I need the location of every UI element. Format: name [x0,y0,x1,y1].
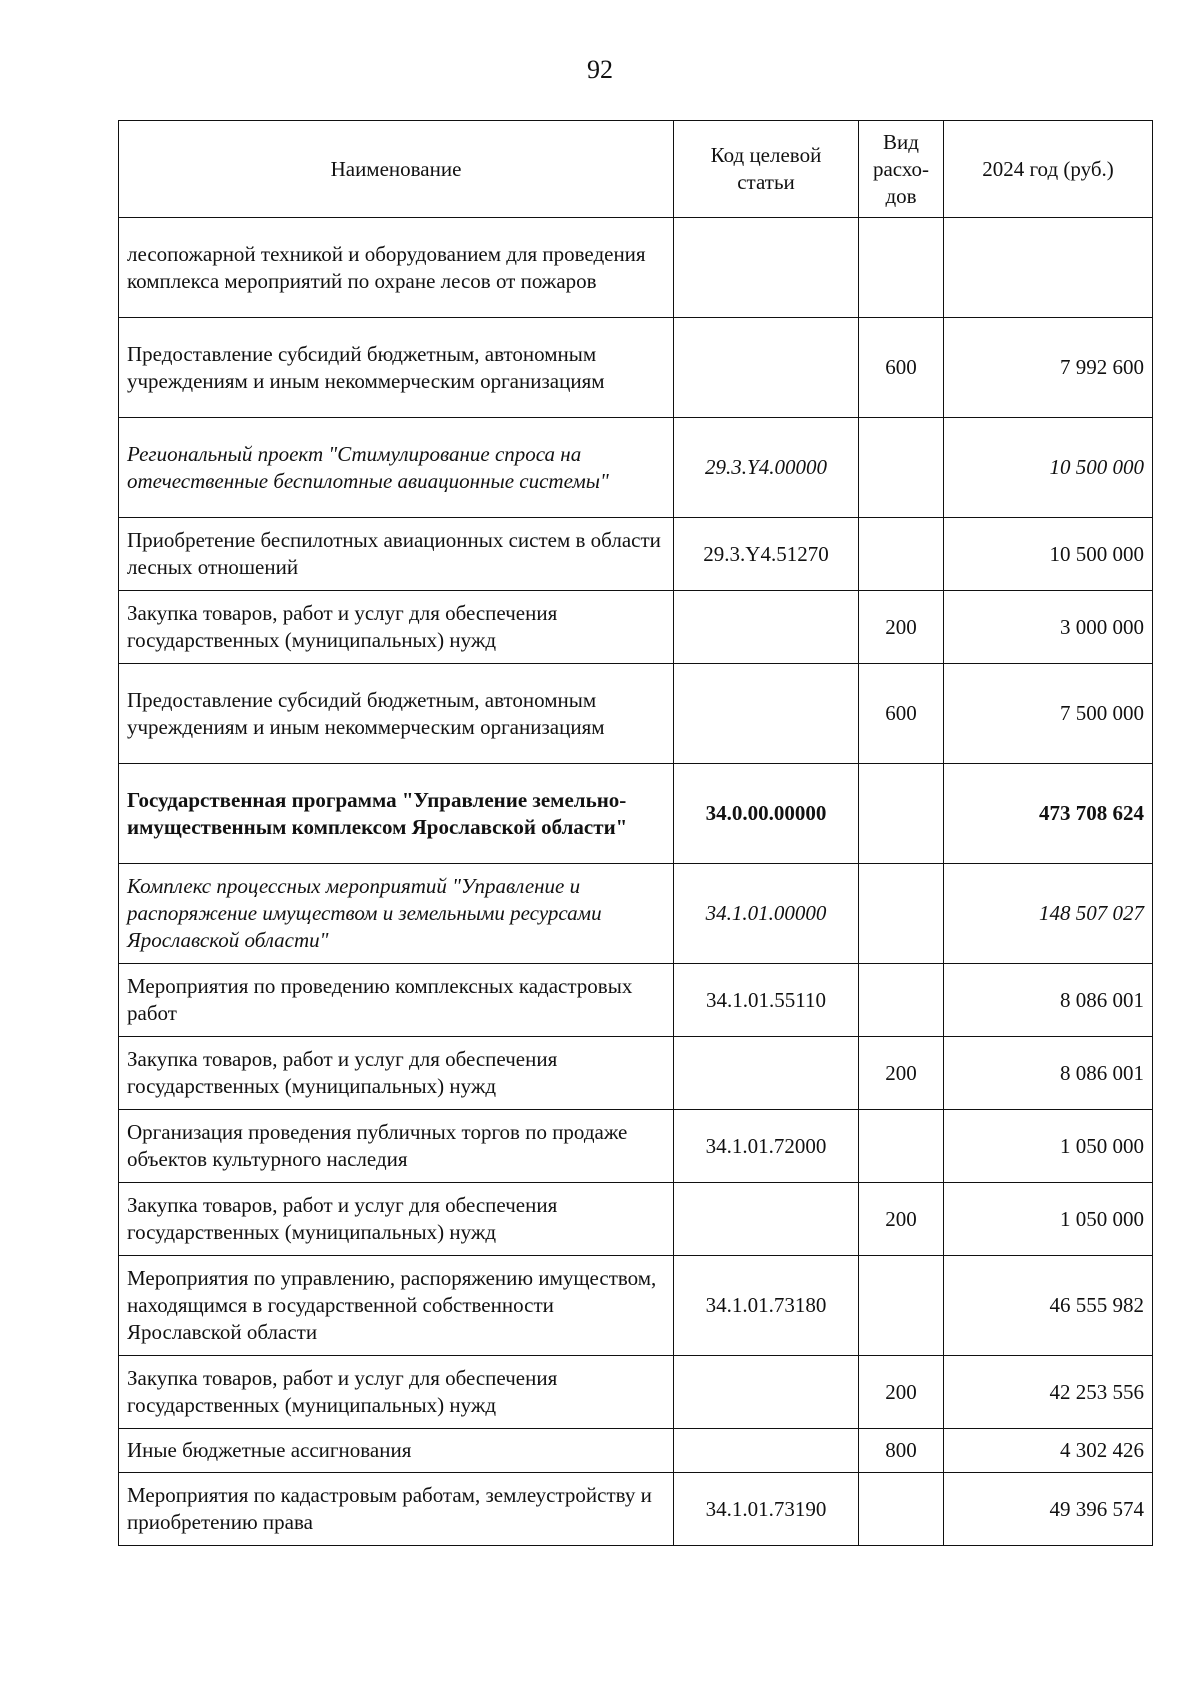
row-type-cell: 800 [859,1429,944,1473]
header-type: Вид расхо-дов [859,121,944,218]
row-name-cell: Приобретение беспилотных авиационных систем в области лесных отношений [119,518,674,591]
row-name-cell: Закупка товаров, работ и услуг для обеспечения государственных (муниципальных) нужд [119,591,674,664]
row-sum-cell: 8 086 001 [944,964,1153,1037]
row-sum-cell [944,218,1153,318]
row-sum-cell: 42 253 556 [944,1356,1153,1429]
row-code-cell [674,1037,859,1110]
row-type-cell: 200 [859,1037,944,1110]
row-sum-cell: 7 992 600 [944,318,1153,418]
row-code-cell: 34.1.01.55110 [674,964,859,1037]
row-name-cell: Региональный проект "Стимулирование спроса на отечественные беспилотные авиационные системы" [119,418,674,518]
table-body [119,218,1153,1546]
row-code-cell [674,1429,859,1473]
table-row [119,591,1153,664]
header-code: Код целевой статьи [674,121,859,218]
row-type-cell: 200 [859,1356,944,1429]
row-sum-cell: 473 708 624 [944,764,1153,864]
row-type-cell [859,1110,944,1183]
row-name-cell: Закупка товаров, работ и услуг для обеспечения государственных (муниципальных) нужд [119,1183,674,1256]
row-sum-cell: 49 396 574 [944,1473,1153,1546]
row-code-cell: 34.1.01.72000 [674,1110,859,1183]
row-name-cell: Организация проведения публичных торгов по продаже объектов культурного наследия [119,1110,674,1183]
row-name-cell: Закупка товаров, работ и услуг для обеспечения государственных (муниципальных) нужд [119,1356,674,1429]
row-name-cell: Мероприятия по кадастровым работам, землеустройству и приобретению права [119,1473,674,1546]
table-row [119,518,1153,591]
table-row [119,1183,1153,1256]
row-name-cell: Предоставление субсидий бюджетным, автономным учреждениям и иным некоммерческим организациям [119,318,674,418]
table-row [119,964,1153,1037]
row-type-cell [859,518,944,591]
row-name-cell: Закупка товаров, работ и услуг для обеспечения государственных (муниципальных) нужд [119,1037,674,1110]
row-sum-cell: 46 555 982 [944,1256,1153,1356]
row-sum-cell: 1 050 000 [944,1183,1153,1256]
row-type-cell [859,864,944,964]
row-type-cell [859,1473,944,1546]
row-name-cell: Мероприятия по управлению, распоряжению имуществом, находящимся в государственной собственности Ярославской области [119,1256,674,1356]
row-code-cell [674,591,859,664]
table-row [119,664,1153,764]
page-number: 92 [587,55,613,84]
row-sum-cell: 10 500 000 [944,518,1153,591]
row-type-cell [859,1256,944,1356]
row-type-cell: 200 [859,591,944,664]
row-type-cell: 600 [859,664,944,764]
row-sum-cell: 8 086 001 [944,1037,1153,1110]
row-sum-cell: 7 500 000 [944,664,1153,764]
table-row [119,1356,1153,1429]
row-code-cell [674,318,859,418]
row-sum-cell: 148 507 027 [944,864,1153,964]
row-type-cell: 600 [859,318,944,418]
table-header-row [119,121,1153,218]
row-name-cell: Предоставление субсидий бюджетным, автономным учреждениям и иным некоммерческим организациям [119,664,674,764]
header-sum: 2024 год (руб.) [944,121,1153,218]
row-code-cell: 34.0.00.00000 [674,764,859,864]
table-row [119,1429,1153,1473]
table-row [119,1256,1153,1356]
row-name-cell: Комплекс процессных мероприятий "Управление и распоряжение имуществом и земельными ресурсами Ярославской области" [119,864,674,964]
row-code-cell [674,664,859,764]
row-code-cell [674,1183,859,1256]
budget-table [118,120,1153,1546]
row-code-cell [674,1356,859,1429]
table-row [119,1037,1153,1110]
row-sum-cell: 4 302 426 [944,1429,1153,1473]
row-name-cell: Иные бюджетные ассигнования [119,1429,674,1473]
row-name-cell: Государственная программа "Управление земельно-имущественным комплексом Ярославской области" [119,764,674,864]
row-sum-cell: 10 500 000 [944,418,1153,518]
row-code-cell: 34.1.01.00000 [674,864,859,964]
row-type-cell [859,418,944,518]
table-row [119,1110,1153,1183]
row-name-cell: лесопожарной техникой и оборудованием для проведения комплекса мероприятий по охране лесов от пожаров [119,218,674,318]
row-type-cell [859,964,944,1037]
header-name: Наименование [119,121,674,218]
table-row [119,864,1153,964]
row-code-cell: 29.3.Y4.51270 [674,518,859,591]
row-name-cell: Мероприятия по проведению комплексных кадастровых работ [119,964,674,1037]
row-code-cell: 34.1.01.73190 [674,1473,859,1546]
row-type-cell [859,764,944,864]
row-type-cell [859,218,944,318]
table-row [119,418,1153,518]
row-sum-cell: 1 050 000 [944,1110,1153,1183]
row-code-cell: 34.1.01.73180 [674,1256,859,1356]
table-row [119,1473,1153,1546]
table-row [119,764,1153,864]
table-row [119,318,1153,418]
row-code-cell: 29.3.Y4.00000 [674,418,859,518]
table-row [119,218,1153,318]
row-type-cell: 200 [859,1183,944,1256]
row-code-cell [674,218,859,318]
row-sum-cell: 3 000 000 [944,591,1153,664]
